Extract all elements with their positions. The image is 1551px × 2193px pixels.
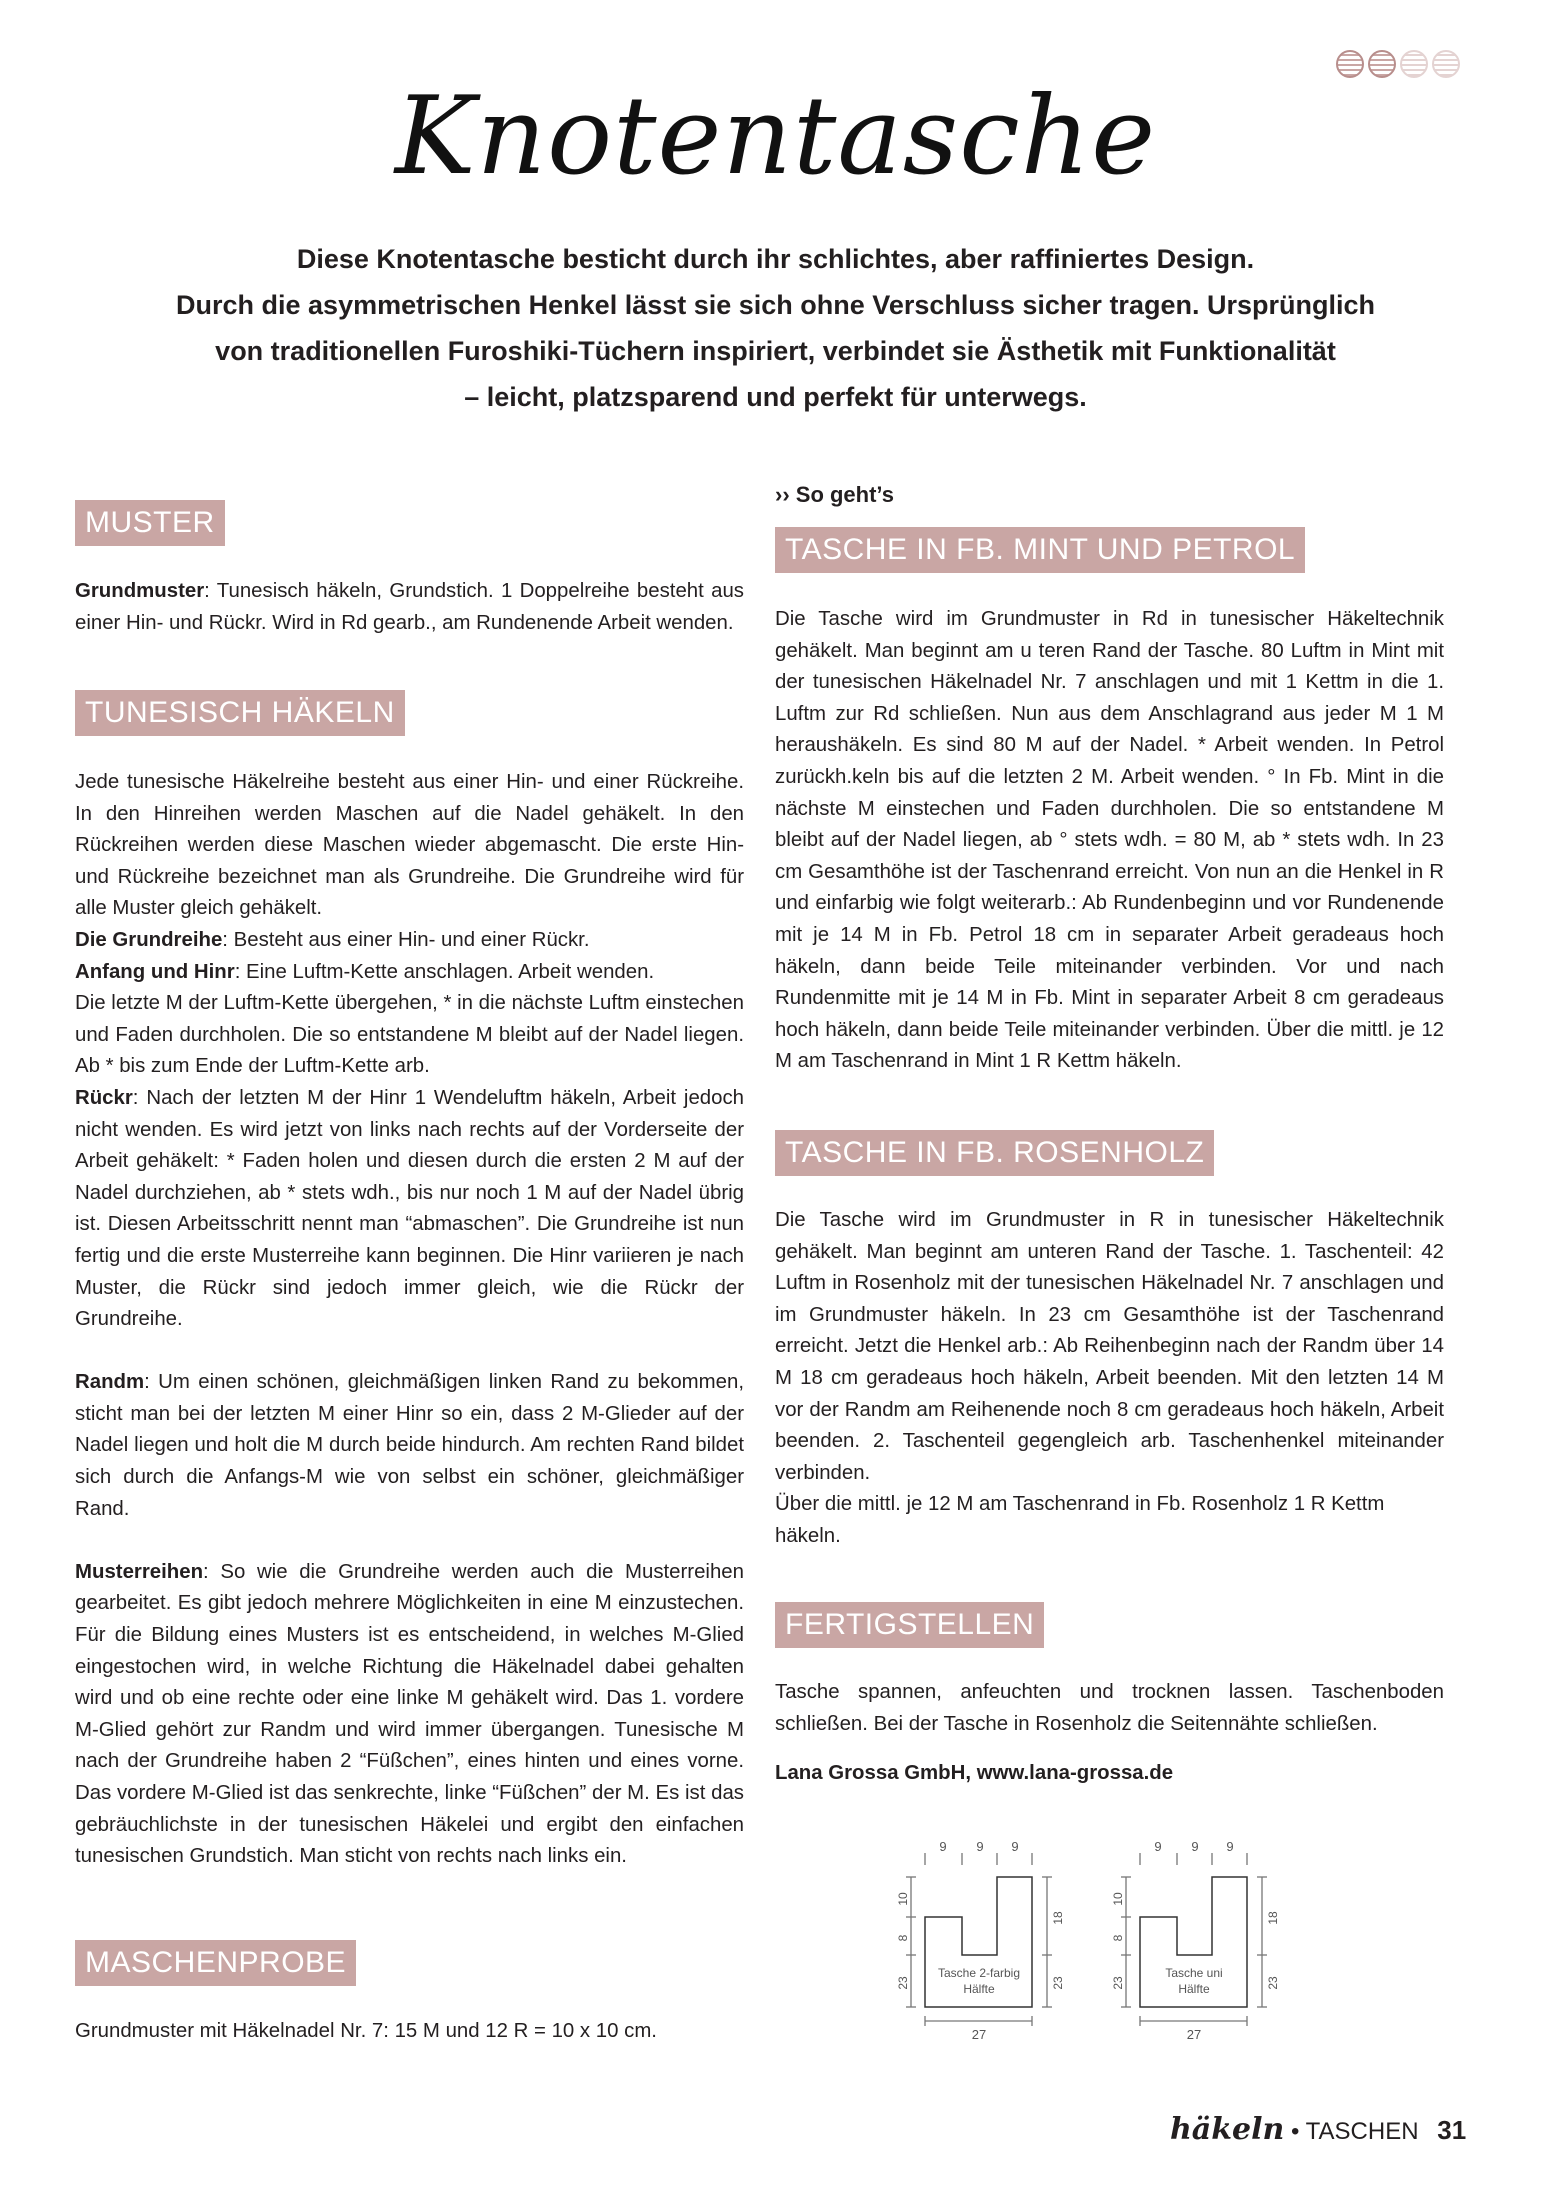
dim-top: 9 (976, 1839, 984, 1854)
dim-right: 23 (1051, 1976, 1065, 1990)
dim-top: 9 (1154, 1839, 1162, 1854)
paragraph: Über die mittl. je 12 M am Taschenrand in Fb. Rosenholz 1 R Kettm häkeln. (775, 1493, 1385, 1547)
rosenholz-section (775, 1205, 1444, 1553)
page-number: 31 (1437, 2115, 1467, 2145)
paragraph (75, 925, 744, 957)
intro-line: – leicht, platzsparend und perfekt für unterwegs. (464, 382, 1087, 412)
paragraph (75, 1367, 744, 1525)
paragraph (75, 957, 744, 989)
page-footer (1170, 2112, 1466, 2147)
label: Musterreihen (75, 1560, 204, 1583)
dim-top: 9 (939, 1839, 947, 1854)
heading-mint-petrol: TASCHE IN FB. MINT UND PETROL (775, 527, 1305, 573)
dim-left: 8 (896, 1934, 910, 1942)
magazine-name: häkeln (1170, 2112, 1285, 2147)
label: Anfang und Hinr (75, 960, 235, 983)
dim-left: 23 (896, 1976, 910, 1990)
paragraph (75, 1083, 744, 1336)
bag-schematic (895, 1835, 1335, 2050)
dim-top: 9 (1226, 1839, 1234, 1854)
tunesisch-section (75, 767, 744, 1873)
maschenprobe-text: Grundmuster mit Häkelnadel Nr. 7: 15 M und 12 R = 10 x 10 cm. (75, 2020, 657, 2042)
schematic-two-color (906, 1853, 1052, 2026)
label: Die Grundreihe (75, 928, 223, 951)
schematic-uni (1121, 1853, 1267, 2026)
intro-line: von traditionellen Furoshiki-Tüchern inspiriert, verbindet sie Ästhetik mit Funktionalität (215, 336, 1336, 366)
dim-top: 9 (1191, 1839, 1199, 1854)
dim-left: 23 (1111, 1976, 1125, 1990)
heading-muster: MUSTER (75, 500, 225, 546)
text: : Nach der letzten M der Hinr 1 Wendeluftm häkeln, Arbeit jedoch nicht wenden. Es wird jetzt von links nach rechts auf der Vorderseite der Arbeit gehäkelt: * Faden holen und diesen durch die ersten 2 M auf der Nadel durchziehen, ab * stets wdh., bis nur noch 1 M auf der Nadel übrig ist. Diesen Arbeitsschritt nennt man “abmaschen”. Die Grundreihe ist nun fertig und die erste Musterreihe kann beginnen. Die Hinr variieren je nach Muster, die Rückr sind jedoch immer gleich, wie die Rückr der Grundreihe. (75, 1086, 744, 1331)
muster-section (75, 576, 744, 639)
schematic-uni-labels (1111, 1839, 1280, 2042)
dim-right: 23 (1266, 1976, 1280, 1990)
intro-line: Diese Knotentasche besticht durch ihr schlichtes, aber raffiniertes Design. (296, 244, 1255, 274)
text: : So wie die Grundreihe werden auch die Musterreihen gearbeitet. Es gibt jedoch mehrere Möglichkeiten in eine M einzustechen. Für die Bildung eines Musters ist es entscheidend, in welches M-Glied eingestochen wird, in welche Richtung die Häkelnadel dabei gehalten wird und ob eine rechte oder eine linke M gehäkelt wird. Das 1. vordere M-Glied gehört zur Randm und wird immer übergangen. Tunesische M nach der Grundreihe haben 2 “Füßchen”, eines hinten und eines vorne. Das vordere M-Glied ist das senkrechte, linke “Füßchen” der M. Es ist das gebräuchlichste in der tunesischen Häkelei und ergibt den einfachen tunesischen Grundstich. Man sticht von rechts nach links ein. (75, 1560, 744, 1868)
paragraph (75, 1557, 744, 1873)
paragraph: Die Tasche wird im Grundmuster in Rd in tunesischer Häkeltechnik gehäkelt. Man beginnt am u teren Rand der Tasche. 80 Luftm in Mint mit der tunesischen Häkelnadel Nr. 7 anschlagen und mit 1 Kettm in die 1. Luftm zur Rd schließen. Nun aus dem Anschlagrand aus jeder M 1 M heraushäkeln. Es sind 80 M auf der Nadel. * Arbeit wenden. In Petrol zurückh.keln bis auf die letzten 2 M. Arbeit wenden. ° In Fb. Mint in die nächste M einstechen und Faden durchholen. Die so entstandene M bleibt auf der Nadel liegen, ab ° stets wdh. = 80 M, ab * stets wdh. In 23 cm Gesamthöhe ist der Taschenrand erreicht. Von nun an die Henkel in R und einfarbig wie folgt weiterarb.: Ab Rundenbeginn und vor Rundenende mit je 14 M in Fb. Petrol 18 cm in separater Arbeit geradeaus hoch häkeln, dann beide Teile miteinander verbinden. Vor und nach Rundenmitte mit je 14 M in Fb. Mint in separater Arbeit 8 cm geradeaus hoch häkeln, dann beide Teile miteinander verbinden. Über die mittl. je 12 M am Taschenrand in Mint 1 R Kettm häkeln. (775, 608, 1444, 1073)
heading-tunesisch: TUNESISCH HÄKELN (75, 690, 405, 736)
text: : Um einen schönen, gleichmäßigen linken Rand zu bekommen, sticht man bei der letzten M einer Hinr so ein, dass 2 M-Glieder auf der Nadel liegen und holt die M durch beide hindurch. Am rechten Rand bildet sich durch die Anfangs-M wie von selbst ein schöner, gleichmäßiger Rand. (75, 1371, 744, 1520)
footer-section: TASCHEN (1305, 2118, 1419, 2145)
schematic-two-color-labels (896, 1839, 1065, 2042)
credit: Lana Grossa GmbH, www.lana-grossa.de (775, 1762, 1174, 1784)
dim-bottom: 27 (1186, 2027, 1202, 2042)
dim-right: 18 (1051, 1911, 1065, 1925)
dim-top: 9 (1011, 1839, 1019, 1854)
heading-maschenprobe: MASCHENPROBE (75, 1940, 356, 1986)
mint-section (775, 604, 1444, 1078)
so-gehts-label: ›› So geht’s (775, 482, 894, 507)
heading-fertigstellen: FERTIGSTELLEN (775, 1602, 1044, 1648)
bag-label: Hälfte (1178, 1982, 1210, 1996)
intro-text (120, 236, 1431, 420)
bag-label: Tasche 2-farbig (937, 1966, 1021, 1980)
paragraph: Die letzte M der Luftm-Kette übergehen, * in die nächste Luftm einstechen und Faden durchholen. Die so entstandene M bleibt auf der Nadel liegen. Ab * bis zum Ende der Luftm-Kette arb. (75, 992, 744, 1078)
footer-bullet: • (1291, 2118, 1300, 2145)
dim-right: 18 (1266, 1911, 1280, 1925)
muster-body: : Tunesisch häkeln, Grundstich. 1 Doppelreihe besteht aus einer Hin- und Rückr. Wird in Rd gearb., am Rundenende Arbeit wenden. (75, 580, 744, 634)
fertigstellen-section (775, 1677, 1444, 1740)
label: Rückr (75, 1086, 133, 1109)
muster-text (75, 576, 744, 639)
dim-left: 10 (896, 1892, 910, 1906)
heading-rosenholz: TASCHE IN FB. ROSENHOLZ (775, 1130, 1214, 1176)
dim-left: 10 (1111, 1892, 1125, 1906)
paragraph: Die Tasche wird im Grundmuster in R in tunesischer Häkeltechnik gehäkelt. Man beginnt am unteren Rand der Tasche. 1. Taschenteil: 42 Luftm in Rosenholz mit der tunesischen Häkelnadel Nr. 7 anschlagen und im Grundmuster häkeln. In 23 cm Gesamthöhe ist der Taschenrand erreicht. Jetzt die Henkel arb.: Ab Reihenbeginn nach der Randm über 14 M 18 cm geradeaus hoch häkeln, Arbeit beenden. Mit den letzten 14 M vor der Randm am Reihenende noch 8 cm geradeaus hoch häkeln, Arbeit beenden. 2. Taschenteil gegengleich arb. Taschenhenkel miteinander verbinden. (775, 1209, 1444, 1484)
paragraph: Tasche spannen, anfeuchten und trocknen lassen. Taschenboden schließen. Bei der Tasche in Rosenholz die Seitennähte schließen. (775, 1681, 1444, 1735)
bag-label: Hälfte (963, 1982, 995, 1996)
text: : Eine Luftm-Kette anschlagen. Arbeit wenden. (234, 960, 655, 983)
paragraph: Jede tunesische Häkelreihe besteht aus einer Hin- und einer Rückreihe. In den Hinreihen werden Maschen auf die Nadel gehäkelt. In den Rückreihen werden diese Maschen wieder abgemascht. Die erste Hin- und Rückreihe bezeichnet man als Grundreihe. Die Grundreihe wird für alle Muster gleich gehäkelt. (75, 771, 744, 920)
dim-left: 8 (1111, 1934, 1125, 1942)
text: : Besteht aus einer Hin- und einer Rückr. (222, 928, 590, 951)
bag-label: Tasche uni (1165, 1966, 1223, 1980)
label: Randm (75, 1371, 145, 1394)
label-grundmuster: Grundmuster (75, 580, 205, 602)
intro-line: Durch die asymmetrischen Henkel lässt sie sich ohne Verschluss sicher tragen. Ursprünglich (176, 290, 1375, 320)
page-title: Knotentasche (394, 74, 1157, 199)
maschenprobe-section (75, 2016, 744, 2048)
dim-bottom: 27 (971, 2027, 987, 2042)
